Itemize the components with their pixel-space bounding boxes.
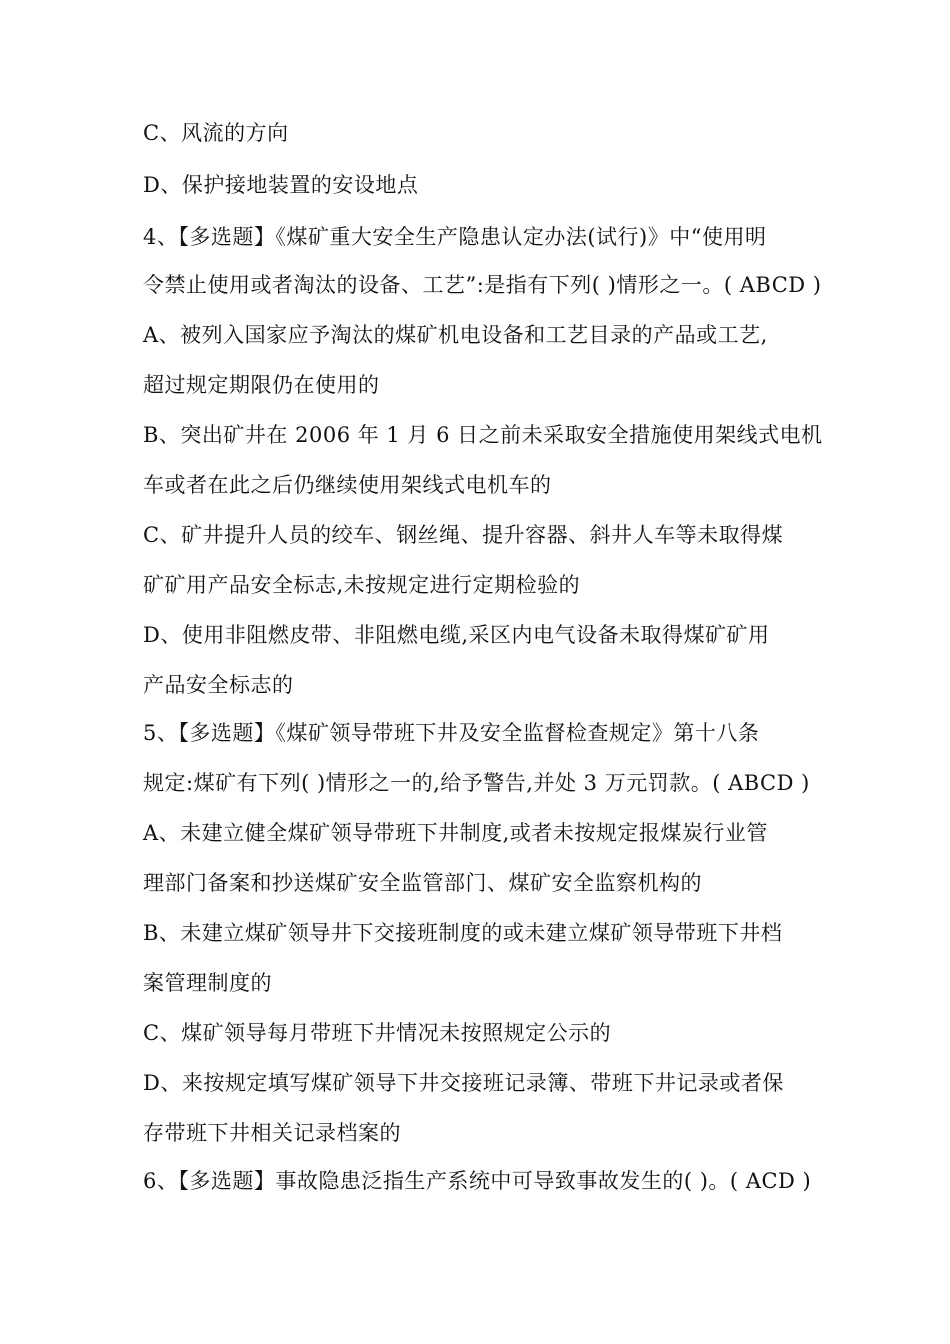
question-5-line-2: 规定:煤矿有下列( )情形之一的,给予警告,并处 3 万元罚款。( ABCD ) <box>143 771 810 795</box>
text-line: C、风流的方向 <box>143 121 289 145</box>
option-b-line-2: 车或者在此之后仍继续使用架线式电机车的 <box>143 473 552 497</box>
question-4-line-1: 4、【多选题】《煤矿重大安全生产隐患认定办法(试行)》中“使用明 <box>143 225 767 249</box>
option-d-line-1: D、来按规定填写煤矿领导下井交接班记录簿、带班下井记录或者保 <box>143 1071 784 1095</box>
question-5-line-1: 5、【多选题】《煤矿领导带班下井及安全监督检查规定》第十八条 <box>143 721 760 745</box>
question-4-line-2: 令禁止使用或者淘汰的设备、工艺”:是指有下列( )情形之一。( ABCD ) <box>143 273 822 297</box>
option-b-line-2: 案管理制度的 <box>143 971 272 995</box>
option-c-line-1: C、煤矿领导每月带班下井情况未按照规定公示的 <box>143 1021 612 1045</box>
option-c-line-1: C、矿井提升人员的绞车、钢丝绳、提升容器、斜井人车等未取得煤 <box>143 523 784 547</box>
option-a-line-2: 超过规定期限仍在使用的 <box>143 373 380 397</box>
option-d-line-2: 产品安全标志的 <box>143 673 294 697</box>
option-c-line-2: 矿矿用产品安全标志,未按规定进行定期检验的 <box>143 573 581 597</box>
question-6-line-1: 6、【多选题】事故隐患泛指生产系统中可导致事故发生的( )。( ACD ) <box>143 1169 812 1193</box>
option-b-line-1: B、未建立煤矿领导井下交接班制度的或未建立煤矿领导带班下井档 <box>143 921 783 945</box>
option-a-line-1: A、未建立健全煤矿领导带班下井制度,或者未按规定报煤炭行业管 <box>143 821 768 845</box>
option-d-line-1: D、使用非阻燃皮带、非阻燃电缆,采区内电气设备未取得煤矿矿用 <box>143 623 770 647</box>
option-d-line-2: 存带班下井相关记录档案的 <box>143 1121 401 1145</box>
option-b-line-1: B、突出矿井在 2006 年 1 月 6 日之前未采取安全措施使用架线式电机 <box>143 423 823 447</box>
option-a-line-1: A、被列入国家应予淘汰的煤矿机电设备和工艺目录的产品或工艺, <box>143 323 768 347</box>
option-a-line-2: 理部门备案和抄送煤矿安全监管部门、煤矿安全监察机构的 <box>143 871 702 895</box>
text-line: D、保护接地装置的安设地点 <box>143 173 419 197</box>
